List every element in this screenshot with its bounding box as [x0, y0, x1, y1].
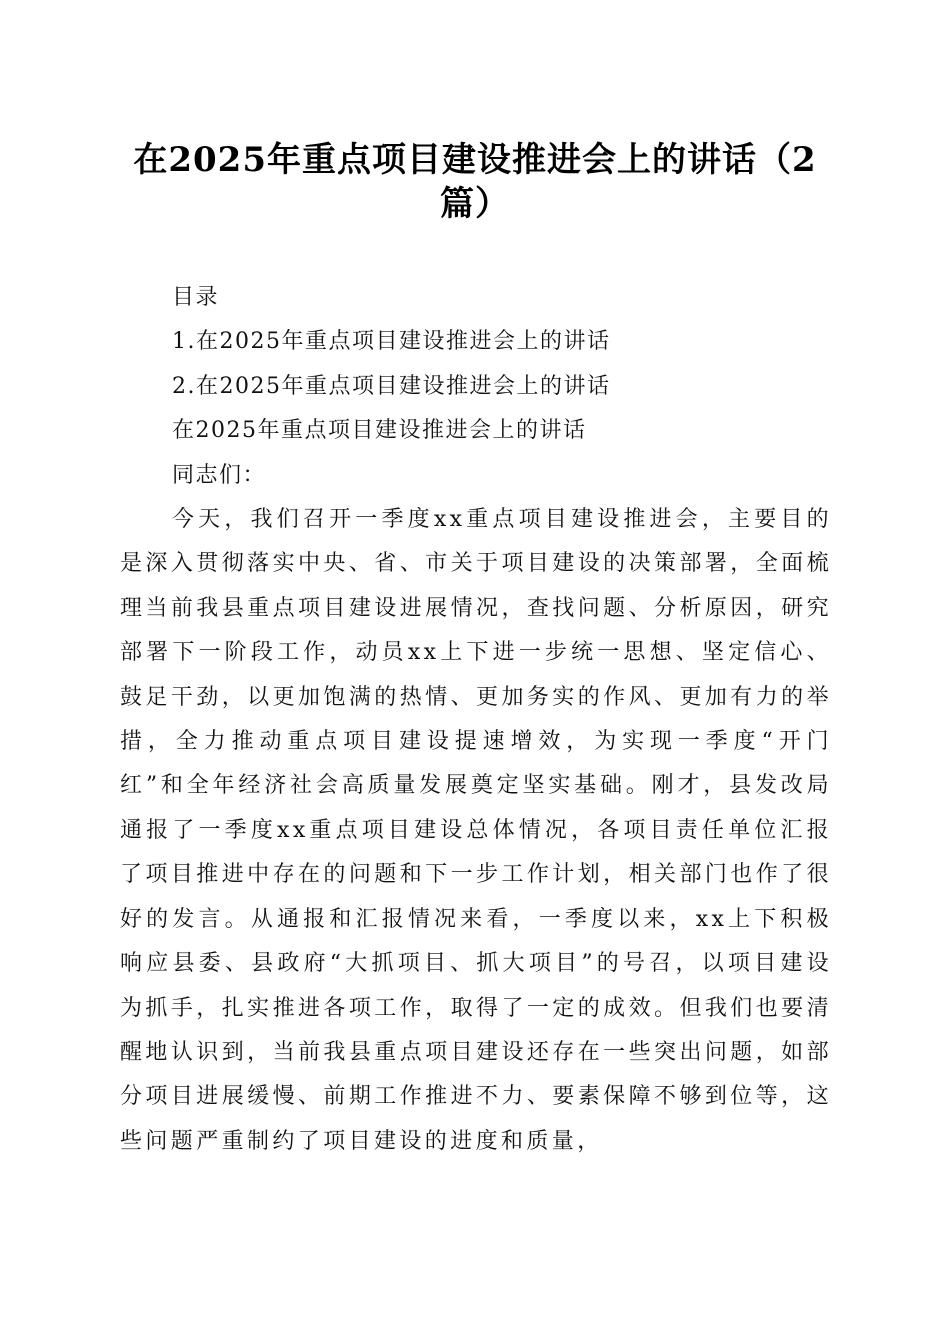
toc-item: 2.在2025年重点项目建设推进会上的讲话 — [172, 373, 611, 399]
document-title: 在2025年重点项目建设推进会上的讲话（2篇） — [133, 140, 817, 224]
section-title: 在2025年重点项目建设推进会上的讲话 — [172, 418, 587, 444]
body-paragraph: 今天，我们召开一季度xx重点项目建设推进会，主要目的是深入贯彻落实中央、省、市关于项目建设的决策部署，全面梳理当前我县重点项目建设进展情况，查找问题、分析原因，研究部署下一阶段工作，动员xx上下进一步统一思想、坚定信心、鼓足干劲，以更加饱满的热情、更加务实的作风、更加有力的举措，全力推动重点项目建设提速增效，为实现一季度“开门红”和全年经济社会高质量发展奠定坚实基础。刚才，县发改局通报了一季度xx重点项目建设总体情况，各项目责任单位汇报了项目推进中存在的问题和下一步工作计划，相关部门也作了很好的发言。从通报和汇报情况来看，一季度以来，xx上下积极响应县委、县政府“大抓项目、抓大项目”的号召，以项目建设为抓手，扎实推进各项工作，取得了一定的成效。但我们也要清醒地认识到，当前我县重点项目建设还存在一些突出问题，如部分项目进展缓慢、前期工作推进不力、要素保障不够到位等，这些问题严重制约了项目建设的进度和质量， — [120, 507, 832, 1154]
toc-heading: 目录 — [172, 285, 220, 310]
toc-item: 1.在2025年重点项目建设推进会上的讲话 — [172, 329, 611, 355]
document-body — [120, 276, 832, 1164]
salutation: 同志们： — [172, 462, 267, 488]
